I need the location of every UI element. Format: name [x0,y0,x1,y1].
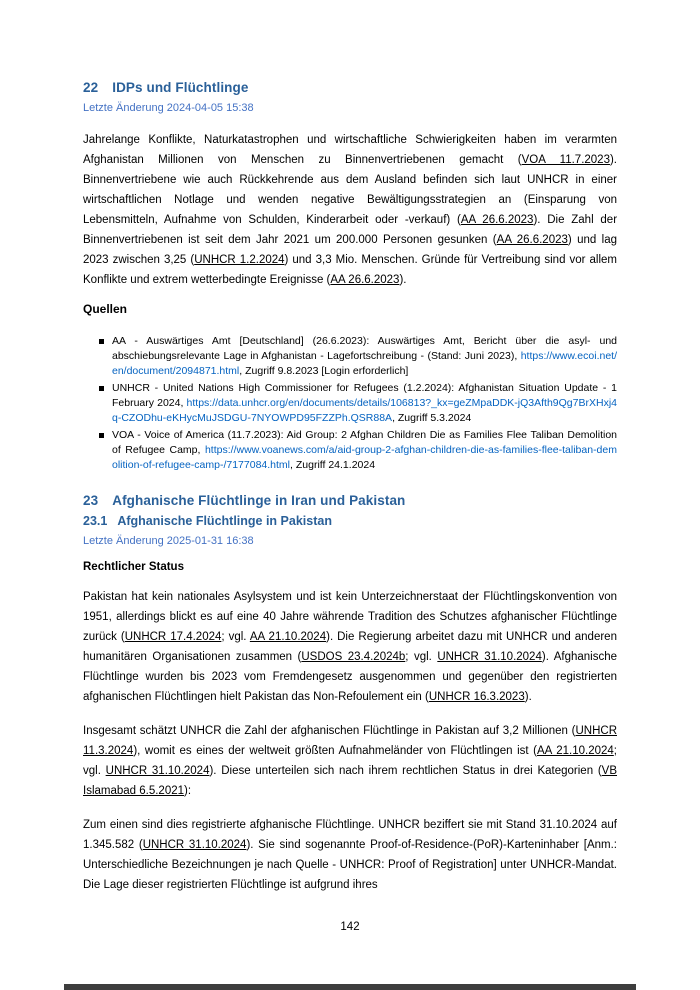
bullet-icon [99,339,104,344]
text-run: ). [524,691,532,703]
reference-link[interactable]: UNHCR 31.10.2024 [437,651,542,663]
text-run: , Zugriff 5.3.2024 [392,412,472,424]
legal-status-heading: Rechtlicher Status [83,561,184,573]
section-number: 23 [83,493,99,508]
sources-list [83,334,617,473]
section-number: 23.1 [83,514,108,528]
source-text [112,382,617,424]
text-run: , Zugriff 24.1.2024 [290,459,376,471]
text-run: ) und 3,3 Mio. Menschen. Gründe für Vertreibung sind vor allem Konflikte und extrem wetterbedingte Ereignisse ( [83,254,617,286]
text-run: ): [184,785,192,797]
reference-link[interactable]: UNHCR 1.2.2024 [194,254,285,266]
text-run: ). Die Zahl der Binnenvertriebenen ist seit dem Jahr 2021 um 200.000 Personen gesunken ( [83,214,618,246]
text-run: ). Die Regierung arbeitet dazu mit UNHCR und anderen humanitären Organisationen zusammen ( [83,631,617,663]
bullet-icon [99,433,104,438]
reference-link[interactable]: USDOS 23.4.2024b [301,651,406,663]
page-number: 142 [340,921,360,933]
text-run: , Zugriff 9.8.2023 [Login erforderlich] [239,365,409,377]
source-item [98,428,617,473]
url-link[interactable]: https://data.unhcr.org/en/documents/details/106813?_kx=geZMpaDDK-jQ3Afth9Qg7BrXHxj4q-CZODhu-eKHycMuJSDGU-7NYOWPD95FZZPh.QSR88A [112,397,617,424]
text-run: Insgesamt schätzt UNHCR die Zahl der afghanischen Flüchtlinge in Pakistan auf 3,2 Millionen ( [83,725,576,737]
text-run: Pakistan hat kein nationales Asylsystem und ist kein Unterzeichnerstaat der Flüchtlingskonvention von 1951, allerdings blickt es auf eine 40 Jahre währende Tradition des Schutzes afghanischer Flüchtlinge zurück ( [83,591,617,643]
text-run: AA - Auswärtiges Amt [Deutschland] (26.6.2023): Auswärtiges Amt, Bericht über die asyl- und abschiebungsrelevante Lage in Afghanistan - Lagefortschreibung - (Stand: Juni 2023), [112,335,617,362]
text-run: ; vgl. [83,745,617,777]
reference-link[interactable]: AA 26.6.2023 [330,274,400,286]
reference-link[interactable]: UNHCR 31.10.2024 [142,839,247,851]
text-run: ) und lag 2023 zwischen 3,25 ( [83,234,618,266]
reference-link[interactable]: UNHCR 31.10.2024 [105,765,210,777]
section-number: 22 [83,80,99,95]
source-text [112,335,617,377]
url-link[interactable]: https://www.ecoi.net/en/document/2094871.html [112,350,617,377]
text-run: ; vgl. [405,651,438,663]
section-title: IDPs und Flüchtlinge [112,80,249,95]
source-item [98,334,617,379]
text-run: ). Sie sind sogenannte Proof-of-Residence-(PoR)-Karteninhaber [Anm.: Unterschiedliche Bezeichnungen je nach Quelle - UNHCR: Proof of Registration] unter UNHCR-Mandat. Die Lage dieser registrierten Flüchtlinge ist aufgrund ihres [83,839,618,891]
text-run: Zum einen sind dies registrierte afghanische Flüchtlinge. UNHCR beziffert sie mit Stand 31.10.2024 auf 1.345.582 ( [83,819,617,851]
last-change-line: Letzte Änderung 2024-04-05 15:38 [83,102,254,114]
reference-link[interactable]: UNHCR 16.3.2023 [428,691,525,703]
page-content [83,0,617,895]
section-22-heading [83,80,617,95]
sources-heading: Quellen [83,302,128,316]
section-title: Afghanische Flüchtlinge in Pakistan [117,514,332,528]
text-run: ). [399,274,407,286]
page-gap [64,984,636,990]
bullet-icon [99,386,104,391]
reference-link[interactable]: UNHCR 17.4.2024 [124,631,222,643]
section-23-1-heading [83,514,617,528]
text-run: ; vgl. [221,631,250,643]
url-link[interactable]: https://www.voanews.com/a/aid-group-2-afghan-children-die-as-families-flee-taliban-demolition-of-refugee-camp-/7177084.html [112,444,617,471]
text-run: ). Afghanische Flüchtlinge wurden bis 2023 vom Fremdengesetz ausgenommen und gegenüber den registrierten afghanischen Flüchtlingen hielt Pakistan das Non-Refoulement ein ( [83,651,618,703]
reference-link[interactable]: AA 26.6.2023 [496,234,568,246]
paragraph [83,587,617,707]
last-change-line: Letzte Änderung 2025-01-31 16:38 [83,535,254,547]
paragraph [83,130,617,290]
text-run: ). Binnenvertriebene wie auch Rückkehrende aus dem Ausland befinden sich laut UNHCR in einer wirtschaftlichen Notlage und wenden negative Bewältigungsstrategien an (Einsparung von Lebensmitteln, Aufnahme von Schulden, Kinderarbeit oder -verkauf) ( [83,154,617,226]
section-title: Afghanische Flüchtlinge in Iran und Pakistan [112,493,406,508]
text-run: VOA - Voice of America (11.7.2023): Aid Group: 2 Afghan Children Die as Families Flee Taliban Demolition of Refugee Camp, [112,429,617,456]
text-run: ), womit es eines der weltweit größten Aufnahmeländer von Flüchtlingen ist ( [133,745,537,757]
section-23-heading [83,493,617,508]
reference-link[interactable]: AA 21.10.2024 [536,745,614,757]
paragraph [83,815,617,895]
reference-link[interactable]: UNHCR 11.3.2024 [83,725,617,757]
reference-link[interactable]: VB Islamabad 6.5.2021 [83,765,618,797]
reference-link[interactable]: AA 21.10.2024 [249,631,327,643]
source-item [98,381,617,426]
paragraph [83,721,617,801]
text-run: UNHCR - United Nations High Commissioner for Refugees (1.2.2024): Afghanistan Situation Update - 1 February 2024, [112,382,617,409]
source-text [112,429,617,471]
reference-link[interactable]: AA 26.6.2023 [460,214,534,226]
text-run: ). Diese unterteilen sich nach ihrem rechtlichen Status in drei Kategorien ( [209,765,602,777]
reference-link[interactable]: VOA 11.7.2023 [521,154,610,166]
text-run: Jahrelange Konflikte, Naturkatastrophen und wirtschaftliche Schwierigkeiten haben im verarmten Afghanistan Millionen von Menschen zu Binnenvertriebenen gemacht ( [83,134,617,166]
